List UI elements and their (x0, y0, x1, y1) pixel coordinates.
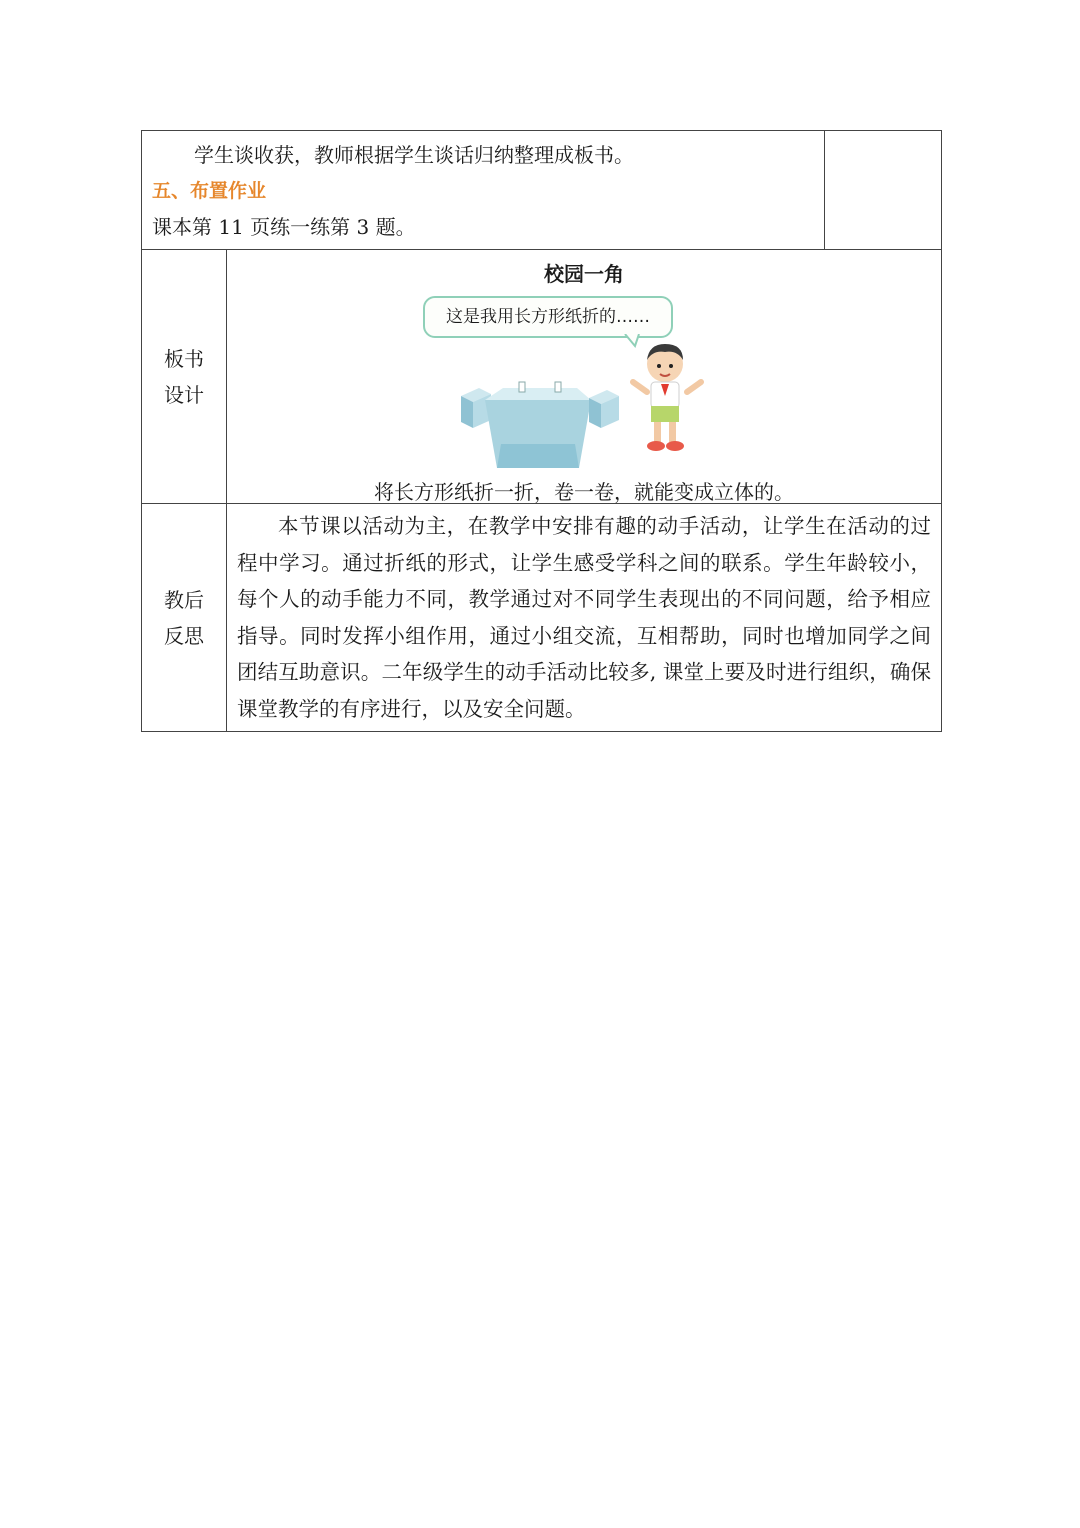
summary-text: 学生谈收获，教师根据学生谈话归纳整理成板书。 (194, 143, 634, 167)
boy-character-icon (625, 338, 709, 456)
reflection-label-cell (142, 504, 227, 732)
homework-text: 课本第 11 页练一练第 3 题。 (152, 215, 416, 239)
board-label-cell (142, 250, 227, 504)
reflection-content-cell (227, 504, 942, 732)
board-content-cell (227, 250, 942, 504)
summary-row (142, 131, 942, 250)
summary-cell (142, 131, 825, 250)
paper-models-illustration (449, 378, 629, 474)
reflection-label-2: 反思 (164, 623, 204, 648)
board-label-1: 板书 (164, 346, 204, 371)
paper-table-icon (485, 382, 591, 468)
board-caption: 将长方形纸折一折，卷一卷，就能变成立体的。 (374, 480, 794, 504)
lesson-plan-table (141, 130, 942, 732)
speech-bubble: 这是我用长方形纸折的…… (423, 296, 673, 338)
board-design-row (142, 250, 942, 504)
board-design (227, 250, 941, 502)
right-cube-icon (589, 390, 619, 428)
reflection-text: 本节课以活动为主，在教学中安排有趣的动手活动，让学生在活动的过程中学习。通过折纸的形式，让学生感受学科之间的联系。学生年龄较小，每个人的动手能力不同，教学通过对不同学生表现出的不同问题，给予相应指导。同时发挥小组作用，通过小组交流，互相帮助，同时也增加同学之间团结互助意识。二年级学生的动手活动比较多, 课堂上要及时进行组织，确保课堂教学的有序进行，以及安全问题。 (237, 514, 931, 721)
section-heading: 五、布置作业 (152, 180, 267, 202)
reflection-label-1: 教后 (164, 587, 204, 612)
board-label-2: 设计 (164, 382, 204, 407)
notes-cell (825, 131, 942, 250)
board-title: 校园一角 (544, 262, 624, 286)
reflection-row (142, 504, 942, 732)
